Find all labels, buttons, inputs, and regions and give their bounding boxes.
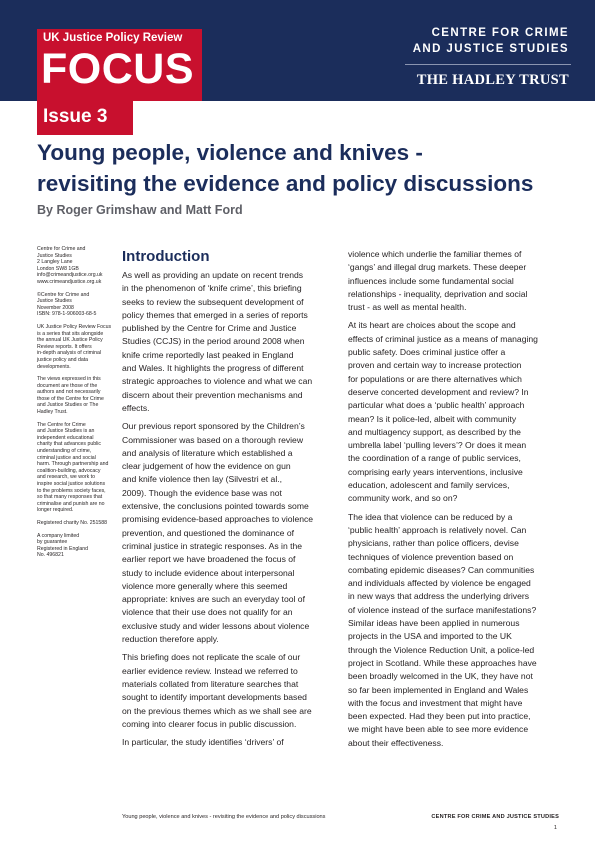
text-line: longer required. xyxy=(37,507,74,514)
text-line: ©Centre for Crime and xyxy=(37,291,90,298)
sidebar-paragraph xyxy=(37,520,113,527)
text-line: UK Justice Policy Review Focus xyxy=(37,323,112,330)
focus-logo xyxy=(37,29,202,101)
text-line: www.crimeandjustice.org.uk xyxy=(37,278,102,285)
text-line: materials collated from literature searches that xyxy=(122,678,299,689)
text-line: appropriate: knives are such an everyday tool of xyxy=(122,594,305,605)
sidebar-paragraph xyxy=(37,533,113,559)
text-line: criminalise and punish are no xyxy=(37,500,105,507)
text-line: developments. xyxy=(37,363,71,370)
issue-badge xyxy=(37,101,133,135)
body-paragraph xyxy=(348,248,562,314)
text-line: and analysis of literature which established a xyxy=(122,447,293,458)
body-paragraph xyxy=(122,420,334,646)
section-heading-introduction: Introduction xyxy=(122,248,210,265)
title-line2: revisiting the evidence and policy discussions xyxy=(37,171,534,196)
text-line: No. 496821 xyxy=(37,552,64,559)
text-line: Justice Studies xyxy=(37,252,72,259)
org-name-line2: AND JUSTICE STUDIES xyxy=(412,43,569,55)
column-2-body xyxy=(348,248,562,750)
text-line: The idea that violence can be reduced by a xyxy=(348,511,513,522)
footer-org: CENTRE FOR CRIME AND JUSTICE STUDIES xyxy=(431,814,559,820)
text-line: we might have been able to see more evidence xyxy=(348,724,529,735)
body-paragraph xyxy=(348,319,562,505)
text-line: effects of criminal justice as a means of managing xyxy=(348,333,538,344)
title-line1: Young people, violence and knives - xyxy=(37,140,423,165)
text-line: comprising early years interventions, inclusive xyxy=(348,466,523,477)
text-line: study to include evidence about interpersonal xyxy=(122,567,295,578)
text-line: prevention, and questioned the dominance of xyxy=(122,527,295,538)
sidebar-paragraph xyxy=(37,292,113,318)
text-line: published by the Centre for Crime and Justice xyxy=(122,323,297,334)
text-line: ‘gangs’ and illegal drug markets. These deeper xyxy=(348,262,527,273)
text-line: Review reports. It offers xyxy=(37,343,92,350)
text-line: info@crimeandjustice.org.uk xyxy=(37,272,103,279)
text-line: Centre for Crime and xyxy=(37,246,86,252)
text-line: and Wales. It highlights the progress of different xyxy=(122,363,304,374)
text-line: in the phenomenon of ‘knife crime’, this briefing xyxy=(122,283,302,294)
text-line: Our previous report sponsored by the Children’s xyxy=(122,421,305,432)
text-line: been broadly welcomed in the UK, they have not xyxy=(348,671,533,682)
text-line: by guarantee xyxy=(37,539,68,546)
text-line: education, adolescent and family services, xyxy=(348,480,510,491)
text-line: through the Violence Reduction Unit, a police-led xyxy=(348,644,535,655)
text-line: ‘public health’ approach is relatively novel. Can xyxy=(348,524,527,535)
text-line: understanding of crime, xyxy=(37,448,92,455)
text-line: The views expressed in this xyxy=(37,376,101,383)
text-line: so that many responses that xyxy=(37,494,103,501)
byline: By Roger Grimshaw and Matt Ford xyxy=(37,203,243,217)
text-line: combating epidemic diseases? Can communities xyxy=(348,564,535,575)
text-line: This briefing does not replicate the scale of our xyxy=(122,652,301,663)
text-line: in new ways that address the underlying drivers xyxy=(348,591,530,602)
text-line: At its heart are choices about the scope and xyxy=(348,320,516,331)
text-line: Studies (CCJS) in the period around 2008 when xyxy=(122,336,305,347)
text-line: been expected. Had they been put into practice, xyxy=(348,711,531,722)
text-line: criminal justice in strategic responses. As in the xyxy=(122,540,303,551)
body-paragraph xyxy=(122,269,334,415)
org-name xyxy=(413,25,569,57)
body-paragraph xyxy=(348,511,562,750)
text-line: techniques of violence prevention based on xyxy=(348,551,514,562)
text-line: Hadley Trust. xyxy=(37,409,68,416)
text-line: and knife violence then lay (Silvestri et al., xyxy=(122,474,283,485)
text-line: Similar ideas have been applied in numerous xyxy=(348,618,520,629)
text-line: and research, we work to xyxy=(37,474,95,481)
org-name-line1: CENTRE FOR CRIME xyxy=(431,27,569,39)
sidebar-info xyxy=(37,246,113,565)
text-line: seeks to review the subsequent development of xyxy=(122,296,304,307)
text-line: umbrella label ‘pulling levers’? Or does it mean xyxy=(348,440,527,451)
text-line: relationships - inequality, deprivation and social xyxy=(348,288,528,299)
text-line: coalition-building, advocacy xyxy=(37,467,101,474)
text-line: public safety. Does criminal justice offer a xyxy=(348,347,506,358)
body-paragraph xyxy=(122,736,334,749)
text-line: and Justice Studies or The xyxy=(37,402,99,409)
text-line: ISBN: 978-1-906003-68-5 xyxy=(37,311,97,318)
text-line: Commissioner was based on a thorough review xyxy=(122,434,304,445)
text-line: the coordination of a range of public services, xyxy=(348,453,521,464)
header-divider xyxy=(405,64,571,65)
text-line: and multiagency support, as described by the xyxy=(348,426,521,437)
footer-title: Young people, violence and knives - revisiting the evidence and policy discussions xyxy=(122,814,326,820)
issue-label: Issue 3 xyxy=(43,106,108,127)
text-line: earlier report we have broadened the focus of xyxy=(122,554,296,565)
text-line: and Justice Studies is an xyxy=(37,428,95,435)
focus-wordmark: FOCUS xyxy=(41,45,194,93)
text-line: earlier evidence review. Instead we referred to xyxy=(122,665,298,676)
text-line: trust - as well as mental health. xyxy=(348,302,467,313)
page-number: 1 xyxy=(553,825,557,831)
text-line: community work, and so on? xyxy=(348,493,458,504)
sidebar-paragraph xyxy=(37,246,113,286)
text-line: November 2008 xyxy=(37,304,74,311)
sidebar-paragraph xyxy=(37,422,113,514)
text-line: A company limited xyxy=(37,532,80,539)
text-line: independent educational xyxy=(37,434,94,441)
text-line: deserve concerted development and review? In xyxy=(348,386,529,397)
text-line: violence which underlie the familiar themes of xyxy=(348,249,522,259)
text-line: Registered in England xyxy=(37,545,89,552)
text-line: and individuals affected by violence be engaged xyxy=(348,578,531,589)
text-line: proven and certain way to increase protection xyxy=(348,360,522,371)
text-line: As well as providing an update on recent trends xyxy=(122,270,304,280)
text-line: Registered charity No. 251588 xyxy=(37,519,108,526)
sidebar-paragraph xyxy=(37,324,113,370)
text-line: coming into clearer focus in public discussion. xyxy=(122,718,297,729)
text-line: mean? Is it police-led, albeit with community xyxy=(348,413,517,424)
text-line: is a series that sits alongside xyxy=(37,330,104,337)
text-line: in-depth analysis of criminal xyxy=(37,350,102,357)
text-line: influences include some fundamental social xyxy=(348,275,514,286)
text-line: Justice Studies xyxy=(37,298,72,305)
text-line: reduction therefore apply. xyxy=(122,634,219,645)
text-line: authors and not necessarily xyxy=(37,389,101,396)
series-label: UK Justice Policy Review xyxy=(43,32,183,44)
text-line: exclusive study and wider lessons about violence xyxy=(122,620,310,631)
text-line: discern about their prevention mechanisms and xyxy=(122,389,303,400)
column-1-body xyxy=(122,269,334,749)
text-line: 2009). Though the evidence base was not xyxy=(122,487,282,498)
text-line: those of the Centre for Crime xyxy=(37,395,104,402)
text-line: project in Scotland. While these approaches have xyxy=(348,657,537,668)
text-line: sought to identify important developments based xyxy=(122,692,307,703)
text-line: effects. xyxy=(122,402,150,413)
text-line: inspire social justice solutions xyxy=(37,481,106,487)
text-line: clear judgement of how the evidence on gun xyxy=(122,461,291,472)
text-line: charity that advances public xyxy=(37,441,102,448)
page-title xyxy=(37,137,577,199)
text-line: promising evidence-based approaches to violence xyxy=(122,514,314,525)
text-line: so far been implemented in England and Wales xyxy=(348,684,529,695)
text-line: document are those of the xyxy=(37,382,98,389)
text-line: projects in the USA and imported to the UK xyxy=(348,631,512,642)
text-line: of violence instead of the surface manifestations? xyxy=(348,604,537,615)
text-line: knife crime reportedly last peaked in England xyxy=(122,349,294,360)
text-line: the annual UK Justice Policy xyxy=(37,337,103,344)
text-line: harm. Through partnership and xyxy=(37,461,109,468)
column-2 xyxy=(348,248,562,755)
text-line: extensive, the conclusions pointed towards some xyxy=(122,501,309,512)
text-line: on the previous themes which as we shall see are xyxy=(122,705,312,716)
text-line: particular what does a ‘public health’ approach xyxy=(348,400,525,411)
text-line: violence that their use does not qualify for an xyxy=(122,607,293,618)
text-line: with the focus and investment that might have xyxy=(348,697,523,708)
text-line: for populations or are there alternatives which xyxy=(348,373,522,384)
text-line: about their effectiveness. xyxy=(348,737,444,748)
text-line: violence more generally where this seemed xyxy=(122,580,288,591)
body-paragraph xyxy=(122,651,334,731)
sidebar-paragraph xyxy=(37,376,113,416)
text-line: physicians, rather than police officers, devise xyxy=(348,538,519,549)
text-line: justice policy and data xyxy=(37,356,89,363)
trust-logo-text: THE HADLEY TRUST xyxy=(416,72,569,88)
text-line: to the problems society faces, xyxy=(37,487,106,494)
text-line: London SW8 1GB xyxy=(37,265,79,272)
text-line: strategic approaches to violence and what we can xyxy=(122,376,313,387)
text-line: criminal justice and social xyxy=(37,454,96,461)
text-line: In particular, the study identifies ‘drivers’ of xyxy=(122,737,284,748)
text-line: 2 Langley Lane xyxy=(37,259,73,266)
text-line: The Centre for Crime xyxy=(37,421,86,428)
text-line: policy themes that emerged in a series of reports xyxy=(122,309,308,320)
column-1 xyxy=(122,248,334,754)
